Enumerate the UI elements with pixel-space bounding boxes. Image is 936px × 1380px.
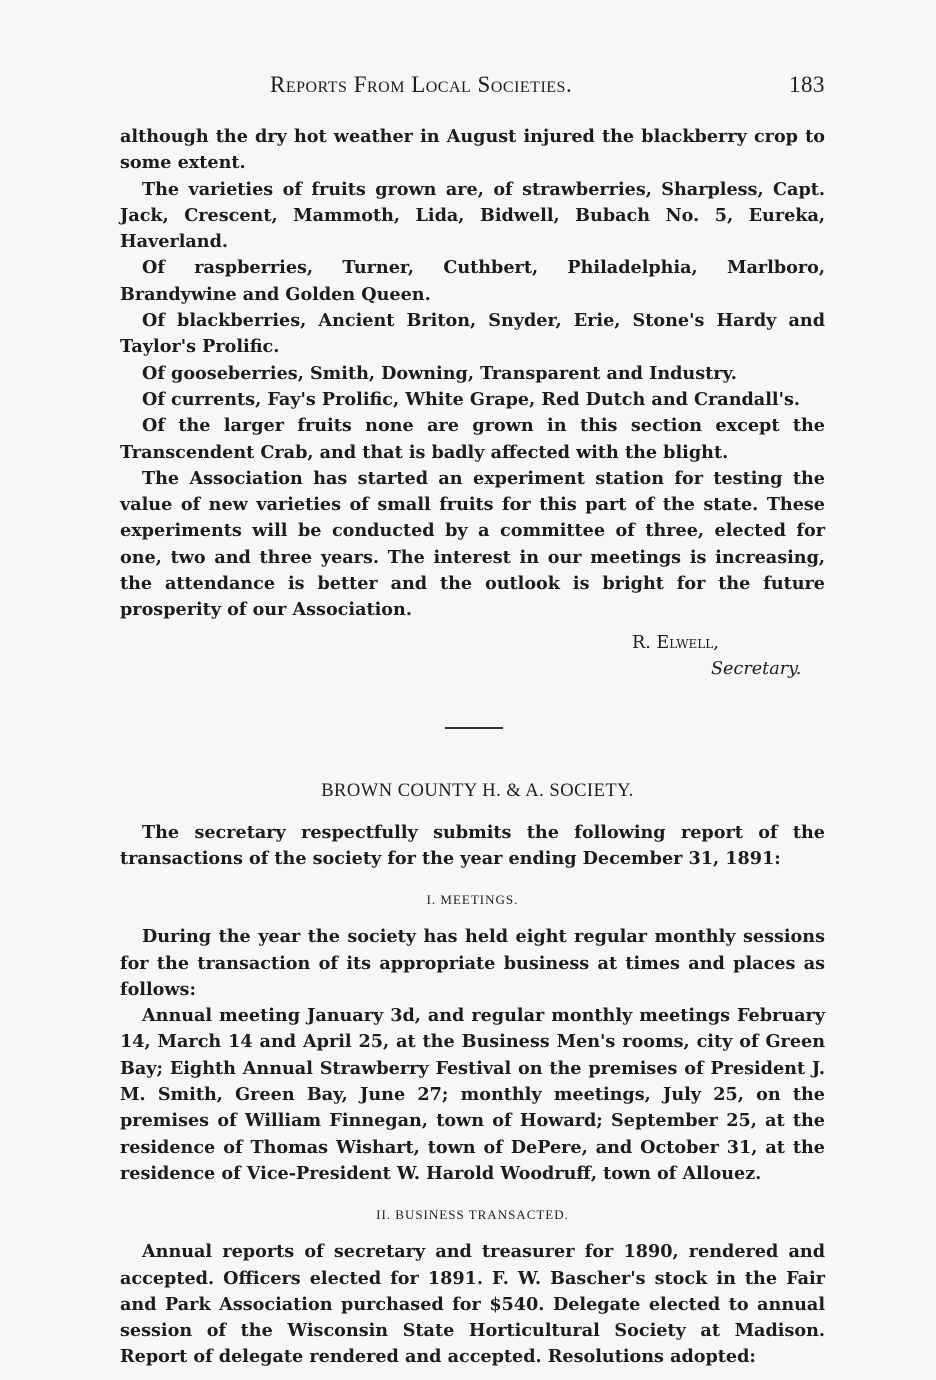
meetings-heading: I. MEETINGS. xyxy=(426,892,519,908)
paragraph: although the dry hot weather in August injured the blackberry crop to some extent. xyxy=(120,126,825,174)
paragraph: Of currents, Fay's Prolific, White Grape, Red Dutch and Crandall's. xyxy=(142,388,800,410)
section-title: BROWN COUNTY H. & A. SOCIETY. xyxy=(321,780,634,801)
paragraph: Annual meeting January 3d, and regular monthly meetings February 14, March 14 and April 25, at the Business Men's rooms, city of Green Bay; Eighth Annual Strawberry Festival on the premises of President J. M. Smith, Green Bay, June 27; monthly meetings, July 25, on the premises of William Finnegan, town of Howard; September 25, at the residence of Thomas Wishart, town of DePere, and October 31, at the residence of Vice-President W. Harold Woodruff, town of Allouez. xyxy=(120,1005,825,1184)
elwell-report xyxy=(120,124,825,624)
signature-block xyxy=(120,630,825,682)
intro-paragraph: The secretary respectfully submits the following report of the transactions of the society for the year ending December 31, 1891: xyxy=(120,821,825,869)
paragraph: The varieties of fruits grown are, of strawberries, Sharpless, Capt. Jack, Crescent, Mammoth, Lida, Bidwell, Bubach No. 5, Eureka, Haverland. xyxy=(120,178,825,253)
section-divider xyxy=(445,727,503,729)
signature-name: R. Elwell, xyxy=(632,632,719,653)
paragraph: Of gooseberries, Smith, Downing, Transparent and Industry. xyxy=(142,362,737,384)
paragraph: Of blackberries, Ancient Briton, Snyder, Erie, Stone's Hardy and Taylor's Prolific. xyxy=(120,310,825,358)
business-heading: II. BUSINESS TRANSACTED. xyxy=(376,1207,569,1223)
page-number: 183 xyxy=(789,72,825,97)
page-header xyxy=(120,72,825,102)
book-page xyxy=(120,72,825,1371)
paragraph: During the year the society has held eight regular monthly sessions for the transaction of its appropriate business at times and places as follows: xyxy=(120,926,825,1000)
paragraph: Of the larger fruits none are grown in this section except the Transcendent Crab, and that is badly affected with the blight. xyxy=(120,415,825,463)
running-title: Reports From Local Societies. xyxy=(270,72,573,97)
paragraph: The Association has started an experiment station for testing the value of new varieties of small fruits for this part of the state. These experiments will be conducted by a committee of three, elected for one, two and three years. The interest in our meetings is increasing, the attendance is better and the outlook is bright for the future prosperity of our Association. xyxy=(120,467,825,621)
signature-title: Secretary. xyxy=(711,658,802,679)
paragraph: Of raspberries, Turner, Cuthbert, Philadelphia, Marlboro, Brandywine and Golden Queen. xyxy=(120,257,825,305)
paragraph: Annual reports of secretary and treasurer for 1890, rendered and accepted. Officers elected for 1891. F. W. Bascher's stock in the Fair and Park Association purchased for $540. Delegate elected to annual session of the Wisconsin State Horticultural Society at Madison. Report of delegate rendered and accepted. Resolutions adopted: xyxy=(120,1241,825,1368)
